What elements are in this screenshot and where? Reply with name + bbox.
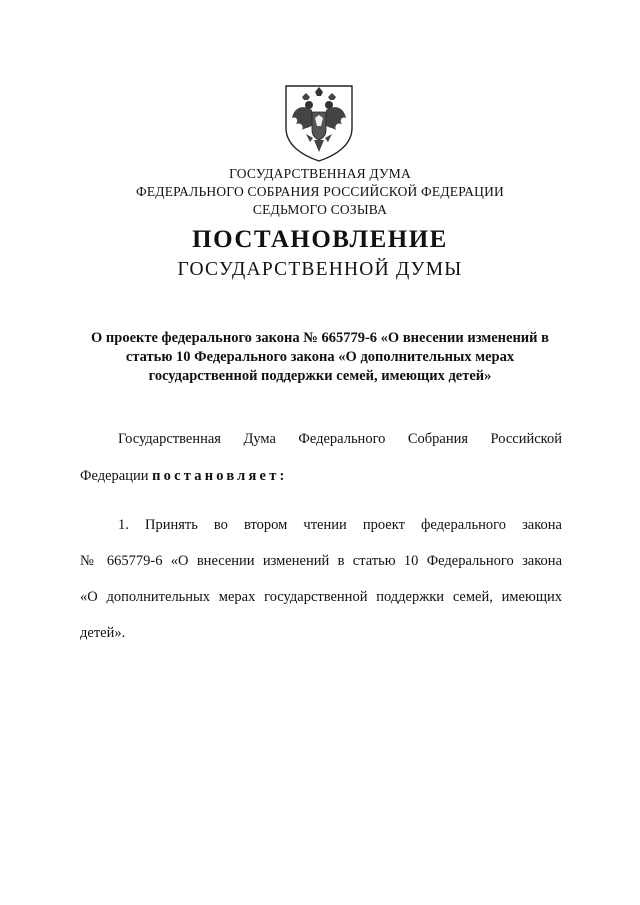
preamble-line-1: Государственная Дума Федерального Собрания Российской (118, 431, 562, 447)
preamble-line-2 (80, 468, 288, 485)
document-subtitle: ГОСУДАРСТВЕННОЙ ДУМЫ (177, 259, 463, 280)
org-line-2: ФЕДЕРАЛЬНОГО СОБРАНИЯ РОССИЙСКОЙ ФЕДЕРАЦИИ (136, 184, 504, 199)
org-line-1: ГОСУДАРСТВЕННАЯ ДУМА (229, 166, 411, 181)
coat-of-arms-icon (282, 84, 356, 162)
subject-line-2: статью 10 Федерального закона «О дополнительных мерах (125, 349, 515, 365)
subject-line-1: О проекте федерального закона № 665779-6 «О внесении изменений в (91, 330, 549, 346)
item-1-line-1: 1. Принять во втором чтении проект федерального закона (118, 517, 562, 533)
item-1-line-4: детей». (80, 625, 126, 641)
resolves-word: постановляет: (152, 468, 288, 484)
subject-line-3: государственной поддержки семей, имеющих детей» (148, 368, 492, 384)
org-line-3: СЕДЬМОГО СОЗЫВА (252, 202, 388, 217)
preamble-text: Федерации (80, 468, 153, 484)
document-title: ПОСТАНОВЛЕНИЕ (192, 226, 448, 253)
item-1-line-2: № 665779-6 «О внесении изменений в статью 10 Федерального закона (80, 553, 562, 569)
item-1-line-3: «О дополнительных мерах государственной поддержки семей, имеющих (80, 589, 562, 605)
